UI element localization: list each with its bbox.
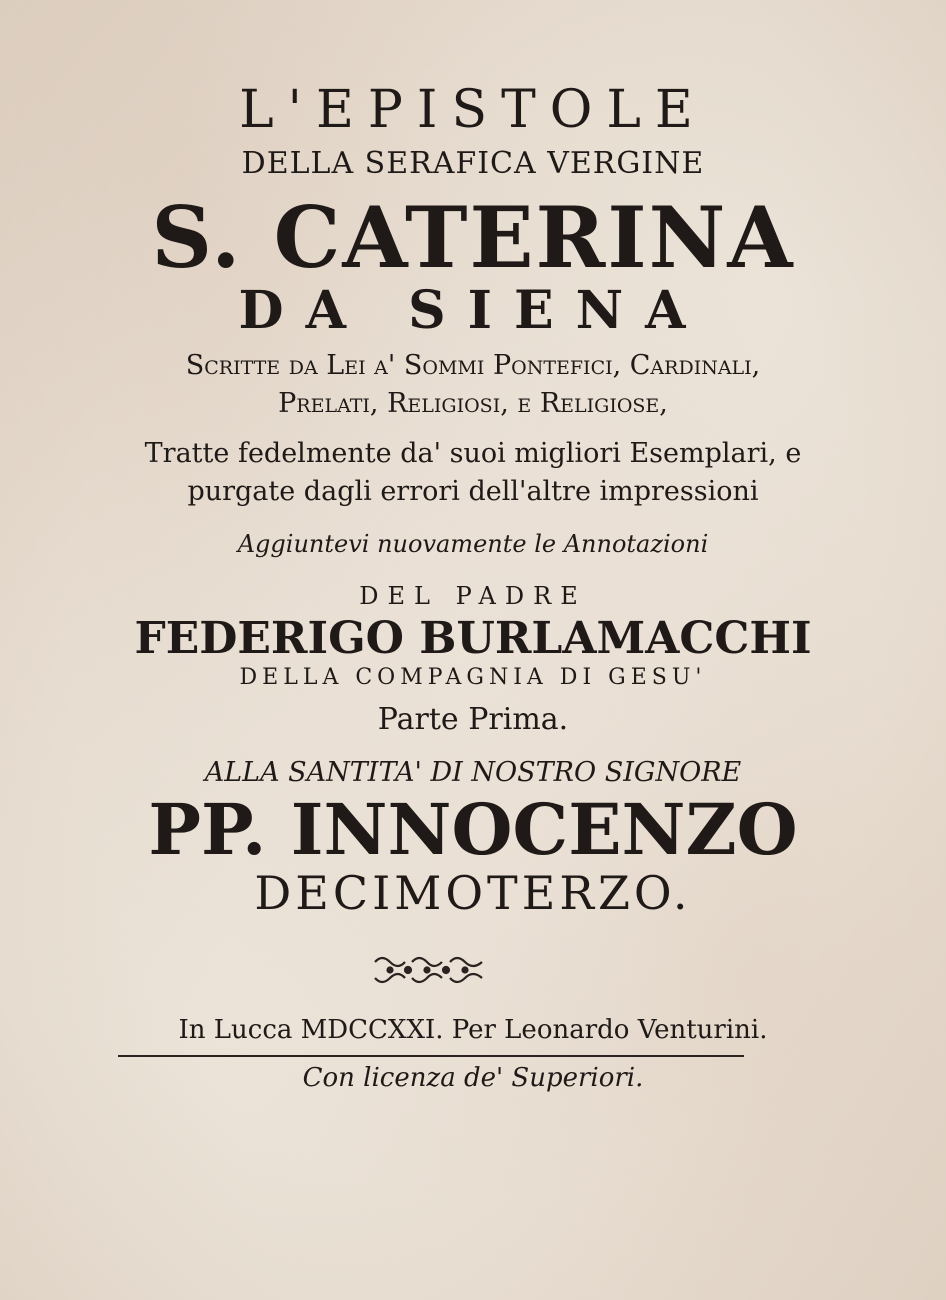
subtitle-line-1: Scritte da Lei a' Sommi Pontefici, Cardinali, [185, 350, 761, 381]
imprint-line: In Lucca MDCCXXI. Per Leonardo Venturini. [178, 1015, 768, 1045]
title-line-1: L'EPISTOLE [239, 80, 707, 140]
author-prefix: DEL PADRE [359, 582, 587, 610]
dedication-line-3: DECIMOTERZO. [254, 866, 692, 920]
title-line-2: DELLA SERAFICA VERGINE [241, 146, 705, 181]
dedication-line-2: PP. INNOCENZO [148, 788, 798, 871]
annotations-line: Aggiuntevi nuovamente le Annotazioni [237, 530, 709, 558]
description-line-1: Tratte fedelmente da' suoi migliori Esemplari, e [144, 438, 802, 469]
license-line: Con licenza de' Superiori. [302, 1063, 644, 1093]
description-line-2: purgate dagli errori dell'altre impressioni [187, 476, 759, 507]
part-label: Parte Prima. [377, 702, 569, 737]
author-order: DELLA COMPAGNIA DI GESU' [239, 665, 707, 690]
title-line-4: DA SIENA [238, 280, 708, 341]
imprint-rule [118, 1055, 744, 1057]
title-line-3: S. CATERINA [151, 188, 795, 287]
dedication-line-1: ALLA SANTITA' DI NOSTRO SIGNORE [204, 757, 742, 788]
author-name: FEDERIGO BURLAMACCHI [134, 613, 812, 664]
printer-ornament-icon [370, 950, 490, 990]
subtitle-line-2: Prelati, Religiosi, e Religiose, [278, 388, 668, 419]
